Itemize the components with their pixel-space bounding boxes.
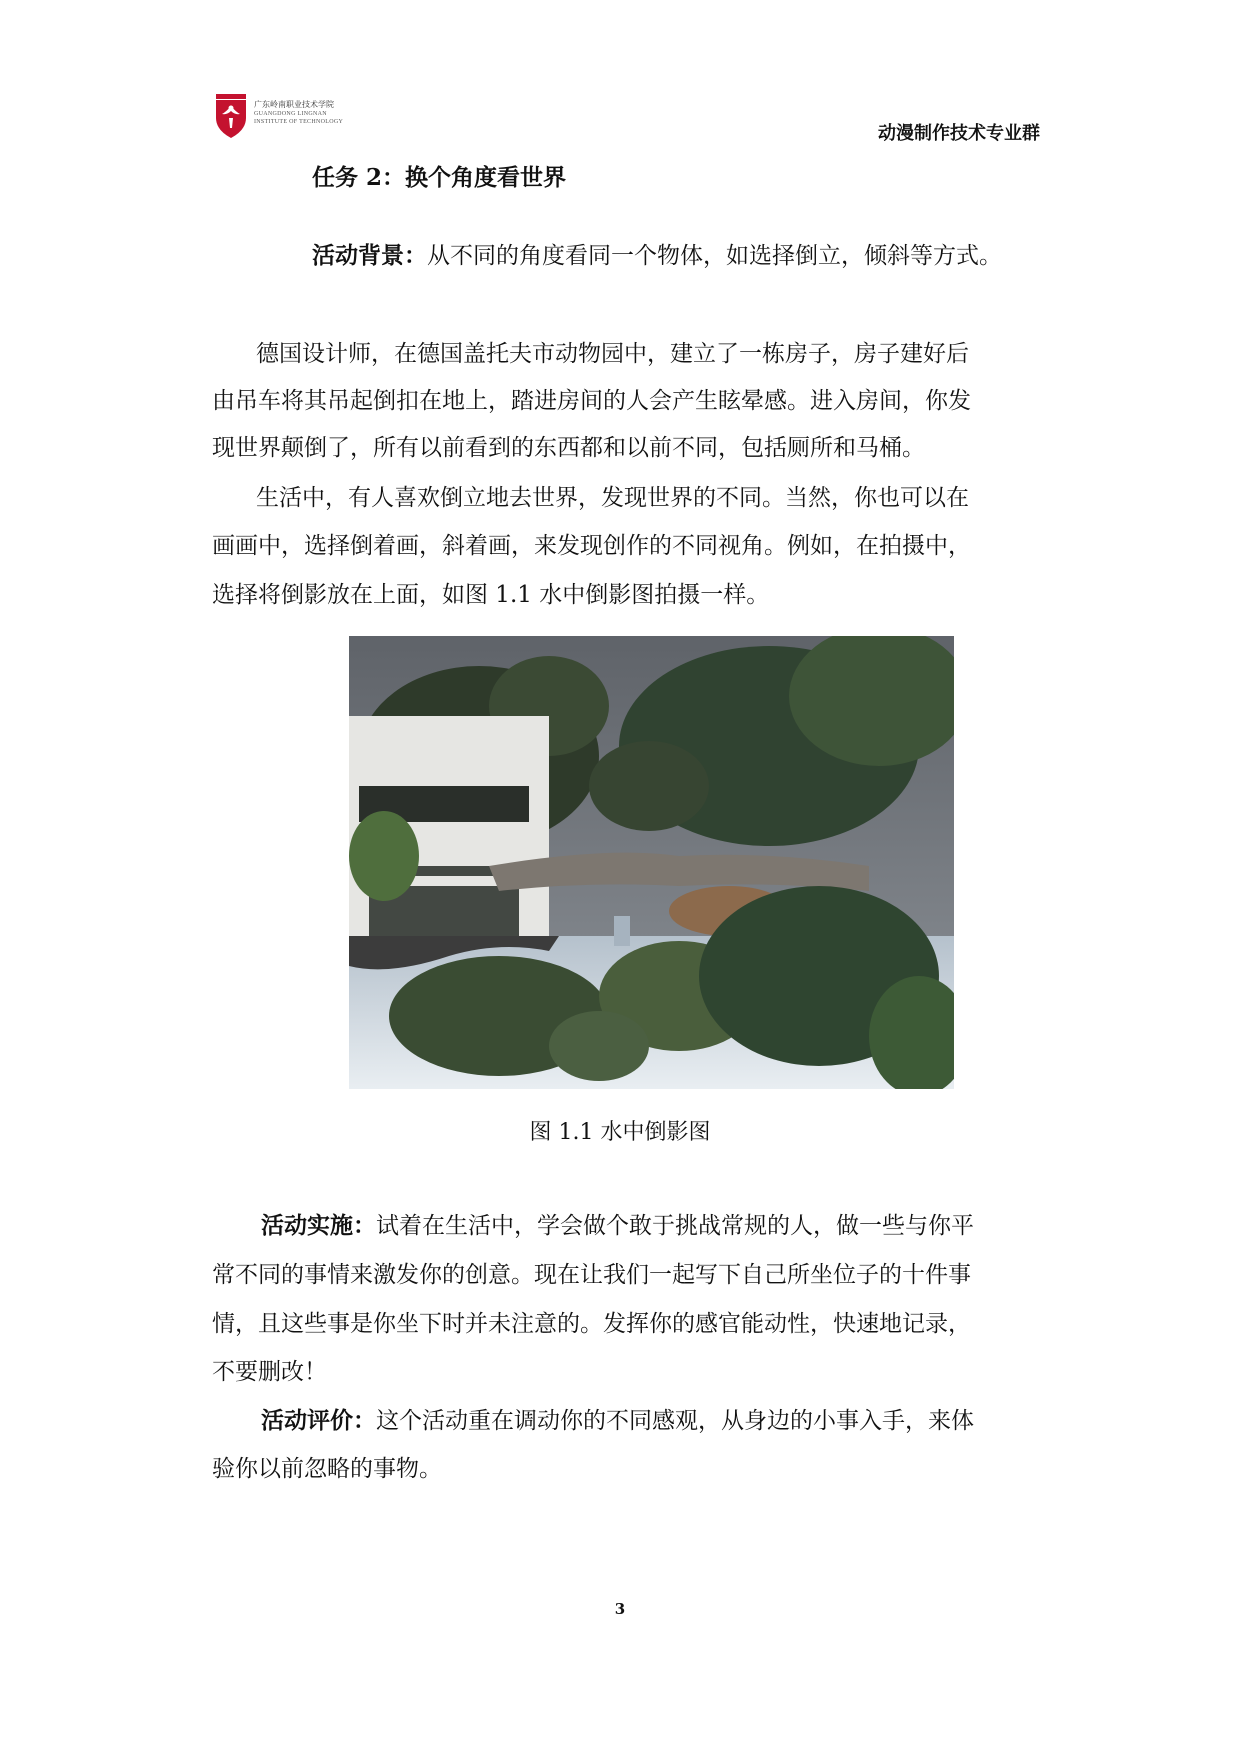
header-group-name: 动漫制作技术专业群 [878,123,1040,144]
activity-implementation-line-4: 不要删改！ [212,1359,327,1385]
institution-name: 广东岭南职业技术学院 [254,100,334,109]
reflection-photo [349,636,954,1089]
institution-name-en-2: INSTITUTE OF TECHNOLOGY [254,119,344,125]
activity-evaluation-text: 这个活动重在调动你的不同感观，从身边的小事入手，来体 [376,1408,974,1434]
page-number: 3 [614,1600,626,1618]
activity-implementation-text: 试着在生活中，学会做个敢于挑战常规的人，做一些与你平 [376,1213,974,1239]
shield-emblem-icon [214,94,248,138]
paragraph-1-line-1: 德国设计师，在德国盖托夫市动物园中，建立了一栋房子，房子建好后 [256,341,969,367]
paragraph-1-line-3: 现世界颠倒了，所有以前看到的东西都和以前不同，包括厕所和马桶。 [212,435,925,461]
activity-evaluation-label: 活动评价： [261,1407,376,1434]
activity-background-label: 活动背景： [312,242,427,269]
activity-background [312,241,1002,271]
paragraph-2-line-1: 生活中，有人喜欢倒立地去世界，发现世界的不同。当然，你也可以在 [256,485,969,511]
paragraph-2-line-3: 选择将倒影放在上面，如图 1.1 水中倒影图拍摄一样。 [212,582,770,608]
activity-background-text: 从不同的角度看同一个物体，如选择倒立，倾斜等方式。 [427,243,1002,269]
activity-implementation-line-3: 情，且这些事是你坐下时并未注意的。发挥你的感官能动性，快速地记录， [212,1311,971,1337]
activity-implementation-label: 活动实施： [261,1212,376,1239]
activity-implementation-line-1 [261,1211,974,1241]
activity-evaluation-line-2: 验你以前忽略的事物。 [212,1456,442,1482]
activity-evaluation-line-1 [261,1406,974,1436]
paragraph-2-line-2: 画画中，选择倒着画，斜着画，来发现创作的不同视角。例如，在拍摄中， [212,533,971,559]
activity-implementation-line-2: 常不同的事情来激发你的创意。现在让我们一起写下自己所坐位子的十件事 [212,1262,971,1288]
figure-caption: 图 1.1 水中倒影图 [529,1120,711,1145]
institution-logo [214,94,364,140]
task-title: 任务 2：换个角度看世界 [312,164,567,191]
institution-name-en-1: GUANGDONG LINGNAN [254,111,327,117]
paragraph-1-line-2: 由吊车将其吊起倒扣在地上，踏进房间的人会产生眩晕感。进入房间，你发 [212,388,971,414]
